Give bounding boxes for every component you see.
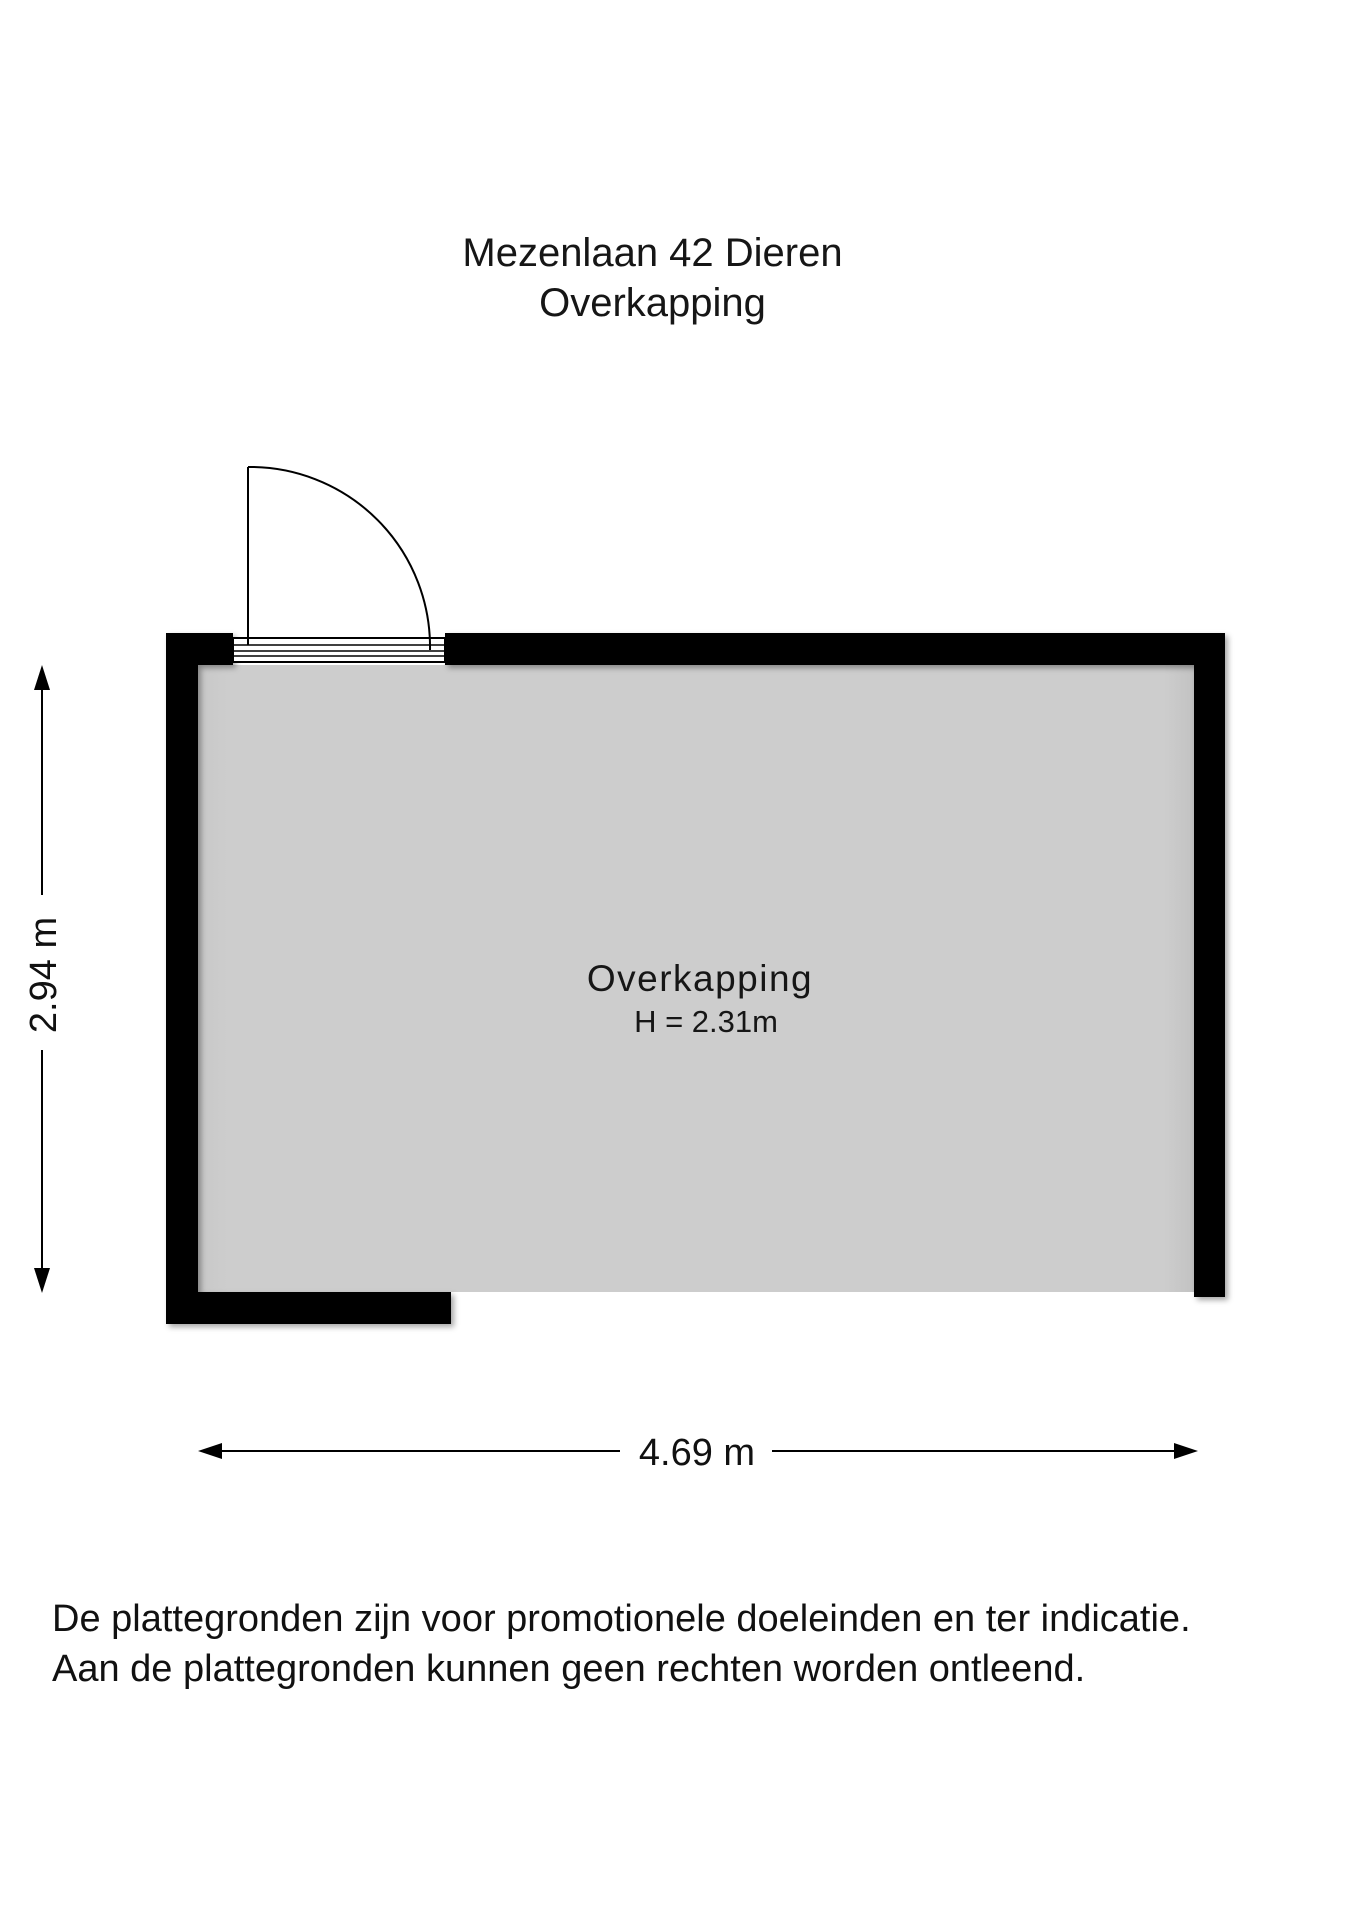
width-arrow-left <box>198 1443 222 1459</box>
room-height-label: H = 2.31m <box>634 1004 778 1039</box>
door-swing-arc <box>248 467 430 650</box>
disclaimer-line-1: De plattegronden zijn voor promotionele doeleinden en ter indicatie. <box>52 1598 1191 1640</box>
depth-arrow-top <box>34 665 50 690</box>
address-title: Mezenlaan 42 Dieren <box>462 231 843 275</box>
floor-name-title: Overkapping <box>539 281 766 325</box>
disclaimer-line-2: Aan de plattegronden kunnen geen rechten worden ontleend. <box>52 1648 1086 1690</box>
door <box>233 467 445 662</box>
wall-bottom-left <box>166 1292 451 1324</box>
wall-top-right <box>445 633 1225 665</box>
wall-right <box>1194 633 1225 1297</box>
depth-arrow-bottom <box>34 1268 50 1293</box>
width-arrow-right <box>1174 1443 1198 1459</box>
disclaimer <box>52 1594 1352 1694</box>
depth-dimension-label: 2.94 m <box>23 916 65 1034</box>
width-dimension-label: 4.69 m <box>638 1432 756 1474</box>
room-name-label: Overkapping <box>586 958 814 999</box>
door-frame <box>233 638 445 662</box>
wall-left <box>166 633 198 1324</box>
